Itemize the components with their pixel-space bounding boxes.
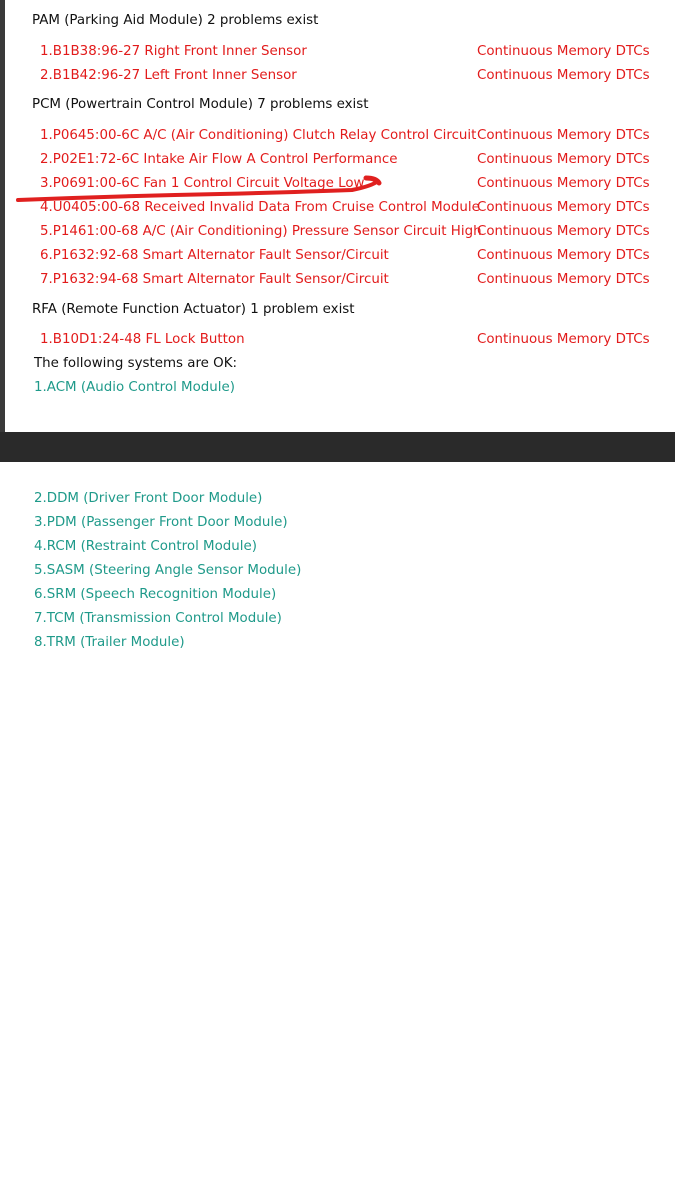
dtc-code[interactable]: 4.U0405:00-68 Received Invalid Data From Cruise Control Module <box>40 200 480 215</box>
dtc-status: Continuous Memory DTCs <box>477 248 650 263</box>
dtc-status: Continuous Memory DTCs <box>477 152 650 167</box>
dtc-code[interactable]: 6.P1632:92-68 Smart Alternator Fault Sensor/Circuit <box>40 248 389 263</box>
dtc-status: Continuous Memory DTCs <box>477 224 650 239</box>
ok-systems-heading: The following systems are OK: <box>34 356 238 371</box>
module-heading-pam: PAM (Parking Aid Module) 2 problems exist <box>32 13 319 28</box>
module-heading-rfa: RFA (Remote Function Actuator) 1 problem exist <box>32 302 355 317</box>
ok-system-item[interactable]: 4.RCM (Restraint Control Module) <box>34 539 257 554</box>
dtc-status: Continuous Memory DTCs <box>477 200 650 215</box>
ok-system-item[interactable]: 8.TRM (Trailer Module) <box>34 635 185 650</box>
dtc-code[interactable]: 2.P02E1:72-6C Intake Air Flow A Control Performance <box>40 152 398 167</box>
ok-system-item[interactable]: 1.ACM (Audio Control Module) <box>34 380 235 395</box>
dtc-status: Continuous Memory DTCs <box>477 272 650 287</box>
dtc-code[interactable]: 5.P1461:00-68 A/C (Air Conditioning) Pressure Sensor Circuit High <box>40 224 482 239</box>
ok-system-item[interactable]: 5.SASM (Steering Angle Sensor Module) <box>34 563 302 578</box>
ok-system-item[interactable]: 3.PDM (Passenger Front Door Module) <box>34 515 288 530</box>
dtc-code[interactable]: 1.B1B38:96-27 Right Front Inner Sensor <box>40 44 307 59</box>
ok-system-item[interactable]: 7.TCM (Transmission Control Module) <box>34 611 282 626</box>
screenshot-divider <box>0 432 675 462</box>
dtc-code[interactable]: 2.B1B42:96-27 Left Front Inner Sensor <box>40 68 297 83</box>
ok-system-item[interactable]: 6.SRM (Speech Recognition Module) <box>34 587 277 602</box>
dtc-code[interactable]: 3.P0691:00-6C Fan 1 Control Circuit Voltage Low <box>40 176 365 191</box>
dtc-code[interactable]: 1.B10D1:24-48 FL Lock Button <box>40 332 245 347</box>
dtc-status: Continuous Memory DTCs <box>477 176 650 191</box>
dtc-status: Continuous Memory DTCs <box>477 68 650 83</box>
module-heading-pcm: PCM (Powertrain Control Module) 7 problems exist <box>32 97 369 112</box>
dtc-code[interactable]: 7.P1632:94-68 Smart Alternator Fault Sensor/Circuit <box>40 272 389 287</box>
dtc-status: Continuous Memory DTCs <box>477 332 650 347</box>
dtc-code[interactable]: 1.P0645:00-6C A/C (Air Conditioning) Clutch Relay Control Circuit <box>40 128 477 143</box>
dtc-status: Continuous Memory DTCs <box>477 128 650 143</box>
dtc-status: Continuous Memory DTCs <box>477 44 650 59</box>
ok-system-item[interactable]: 2.DDM (Driver Front Door Module) <box>34 491 263 506</box>
